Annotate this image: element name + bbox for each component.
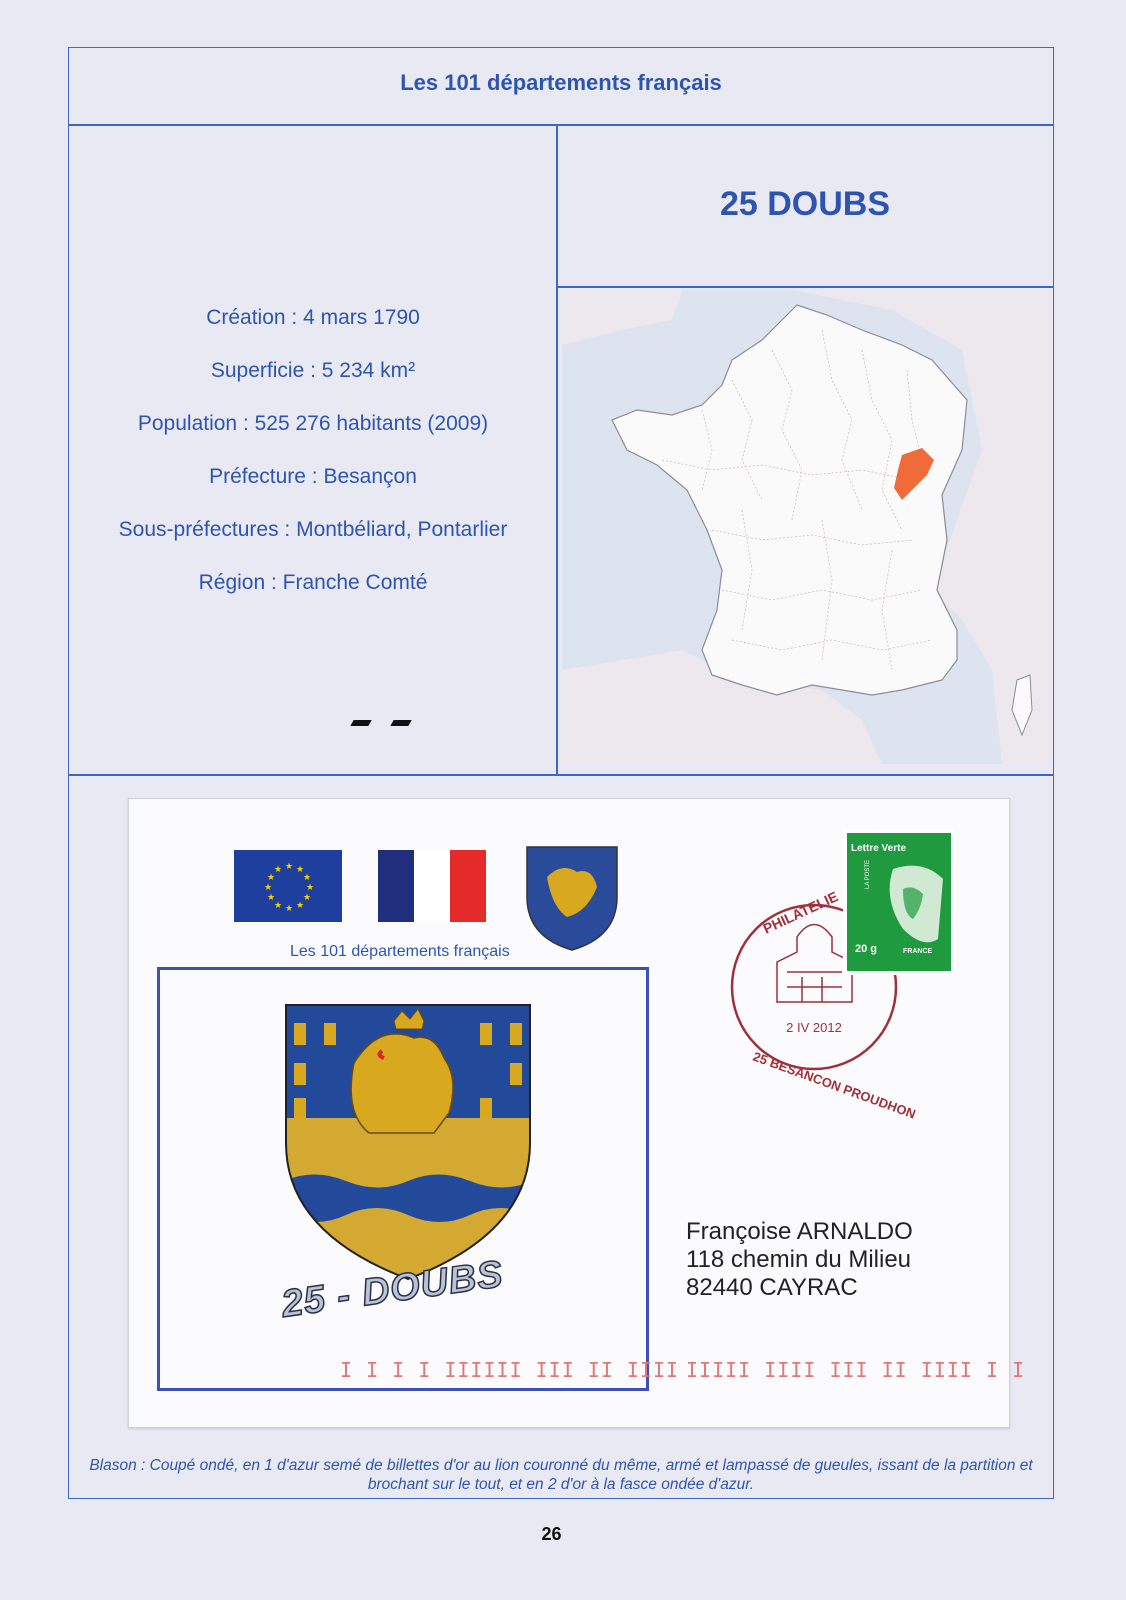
page-title: Les 101 départements français — [400, 70, 722, 95]
eu-flag-icon — [234, 850, 342, 922]
header-divider — [68, 124, 1054, 126]
postage-stamp — [843, 829, 955, 975]
svg-text:★: ★ — [296, 901, 305, 911]
section-divider — [68, 774, 1054, 776]
svg-text:★: ★ — [303, 893, 312, 903]
svg-text:★: ★ — [274, 865, 283, 875]
svg-text:★: ★ — [296, 865, 305, 875]
svg-text:★: ★ — [285, 862, 294, 872]
blazon-caption: Blason : Coupé ondé, en 1 d'azur semé de billettes d'or au lion couronné du même, armé et lampassé de gueules, issant de la partition et brochant sur le tout, et en 2 d'or à la fasce ondée d'azur. — [89, 1457, 1033, 1493]
french-flag-icon — [378, 850, 486, 922]
svg-text:★: ★ — [274, 901, 283, 911]
address-name: Françoise ARNALDO — [686, 1218, 913, 1245]
postmark-date: 2 IV 2012 — [786, 1020, 842, 1035]
stamp-country: FRANCE — [903, 948, 933, 955]
page-number: 26 — [541, 1524, 562, 1544]
stamp-issuer: LA POSTE — [865, 859, 871, 889]
fact-subprefectures: Sous-préfectures : Montbéliard, Pontarlier — [118, 518, 508, 541]
svg-text:★: ★ — [285, 904, 294, 914]
fact-area: Superficie : 5 234 km² — [210, 359, 416, 382]
recipient-address — [686, 1218, 913, 1302]
coat-of-arms-icon — [284, 1003, 532, 1281]
svg-text:★: ★ — [264, 883, 273, 893]
barcode-right: IIIII IIII III II IIII I I — [686, 1358, 1026, 1382]
doubs-label: 25 - DOUBS — [279, 1253, 506, 1326]
postmark-top: PHILATELIE — [760, 888, 841, 937]
postmark-bottom: 25 BESANCON PROUDHON — [750, 1048, 918, 1122]
address-city: 82440 CAYRAC — [686, 1274, 858, 1301]
svg-text:★: ★ — [267, 893, 276, 903]
facts-list — [68, 300, 558, 618]
svg-text:★: ★ — [306, 883, 315, 893]
fact-population: Population : 525 276 habitants (2009) — [137, 412, 489, 435]
small-coat-of-arms-icon — [522, 842, 622, 952]
svg-text:★: ★ — [267, 873, 276, 883]
barcode-left: I I I I IIIIII III II IIII — [340, 1358, 680, 1382]
svg-text:★: ★ — [303, 873, 312, 883]
stamp-weight: 20 g — [855, 943, 878, 955]
stamp-label: Lettre Verte — [851, 843, 907, 854]
department-title: 25 DOUBS — [719, 185, 891, 223]
fact-region: Région : Franche Comté — [198, 571, 428, 594]
fact-creation: Création : 4 mars 1790 — [206, 306, 420, 329]
address-street: 118 chemin du Milieu — [686, 1246, 912, 1273]
envelope-title: Les 101 départements français — [290, 943, 510, 960]
title-divider — [556, 286, 1054, 288]
fact-prefecture: Préfecture : Besançon — [209, 465, 417, 488]
france-map — [562, 290, 1050, 764]
